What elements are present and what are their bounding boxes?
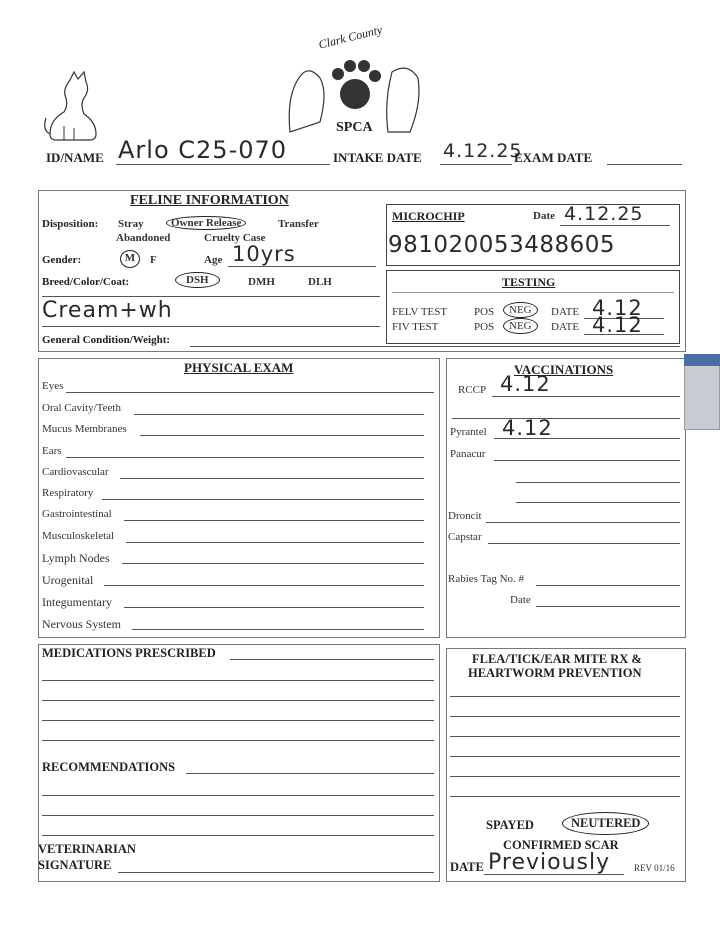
- panacur-label: Panacur: [450, 448, 486, 460]
- microchip-date-value[interactable]: 4.12.25: [564, 203, 644, 225]
- logo-org-name: Clark County: [317, 22, 384, 52]
- vaccinations-box: [446, 358, 686, 638]
- rabies-date-label: Date: [510, 594, 531, 606]
- exam-item-ears: Ears: [42, 445, 62, 457]
- exam-item-oral-cavity: Oral Cavity/Teeth: [42, 402, 121, 414]
- exam-item-nervous-system: Nervous System: [42, 617, 121, 631]
- disposition-abandoned[interactable]: Abandoned: [116, 232, 171, 244]
- gender-f[interactable]: F: [150, 254, 157, 266]
- id-name-label: ID/NAME: [46, 150, 104, 165]
- breed-dlh[interactable]: DLH: [308, 276, 332, 288]
- intake-date-value[interactable]: 4.12.25: [443, 140, 523, 162]
- breed-dmh[interactable]: DMH: [248, 276, 275, 288]
- spay-date-label: DATE: [450, 860, 484, 874]
- pyrantel-label: Pyrantel: [450, 426, 487, 438]
- exam-item-lymph-nodes: Lymph Nodes: [42, 551, 110, 565]
- microchip-date-label: Date: [533, 210, 555, 222]
- intake-date-label: INTAKE DATE: [333, 150, 422, 165]
- droncit-label: Droncit: [448, 510, 482, 522]
- rabies-tag-label: Rabies Tag No. #: [448, 573, 525, 585]
- exam-item-urogenital: Urogenital: [42, 573, 94, 587]
- spay-date-value[interactable]: Previously: [488, 850, 611, 875]
- neutered-option[interactable]: NEUTERED: [562, 812, 649, 835]
- capstar-label: Capstar: [448, 531, 482, 543]
- rccp-value[interactable]: 4.12: [500, 372, 551, 396]
- spayed-option[interactable]: SPAYED: [486, 818, 534, 832]
- breed-dsh[interactable]: DSH: [175, 272, 220, 288]
- exam-item-respiratory: Respiratory: [42, 487, 94, 499]
- disposition-cruelty-case[interactable]: Cruelty Case: [204, 232, 266, 244]
- exam-date-label: EXAM DATE: [514, 150, 593, 165]
- felv-test-label: FELV TEST: [392, 306, 448, 318]
- felv-date-value[interactable]: 4.12: [592, 296, 643, 320]
- confirmed-scar-label: CONFIRMED SCAR: [503, 838, 619, 852]
- general-condition-label: General Condition/Weight:: [42, 334, 171, 346]
- fiv-date-value[interactable]: 4.12: [592, 313, 643, 337]
- exam-item-gastrointestinal: Gastrointestinal: [42, 508, 112, 520]
- disposition-transfer[interactable]: Transfer: [278, 218, 319, 230]
- felv-pos[interactable]: POS: [474, 306, 495, 318]
- pyrantel-value[interactable]: 4.12: [502, 416, 553, 440]
- flea-title-line2: HEARTWORM PREVENTION: [468, 666, 642, 680]
- cat-logo: [40, 70, 104, 144]
- feline-info-title: FELINE INFORMATION: [130, 193, 289, 208]
- exam-item-mucus-membranes: Mucus Membranes: [42, 423, 127, 435]
- disposition-owner-release[interactable]: Owner Release: [166, 216, 246, 230]
- lot-sticker-band: [684, 354, 720, 366]
- flea-title-line1: FLEA/TICK/EAR MITE RX &: [472, 652, 642, 666]
- testing-title: TESTING: [502, 275, 556, 289]
- felv-neg[interactable]: NEG: [503, 302, 538, 318]
- disposition-label: Disposition:: [42, 218, 99, 230]
- exam-item-musculoskeletal: Musculoskeletal: [42, 530, 115, 542]
- microchip-title: MICROCHIP: [392, 209, 465, 223]
- age-label: Age: [204, 254, 223, 266]
- rccp-label: RCCP: [458, 384, 487, 396]
- gender-label: Gender:: [42, 254, 82, 266]
- age-value[interactable]: 10yrs: [232, 242, 296, 266]
- microchip-number[interactable]: 981020053488605: [388, 232, 615, 258]
- physical-exam-title: PHYSICAL EXAM: [184, 360, 294, 375]
- exam-item-eyes: Eyes: [42, 380, 64, 392]
- revision-label: REV 01/16: [634, 863, 675, 873]
- fiv-neg[interactable]: NEG: [503, 318, 538, 334]
- vet-signature-line1: VETERINARIAN: [38, 842, 136, 856]
- disposition-stray[interactable]: Stray: [118, 218, 144, 230]
- vet-signature-line2: SIGNATURE: [38, 858, 112, 872]
- id-name-value[interactable]: Arlo C25-070: [118, 136, 288, 164]
- fiv-date-label: DATE: [551, 321, 580, 333]
- medications-title: MEDICATIONS PRESCRIBED: [42, 646, 216, 660]
- exam-item-integumentary: Integumentary: [42, 595, 112, 609]
- color-coat-value[interactable]: Cream+wh: [42, 298, 173, 323]
- breed-label: Breed/Color/Coat:: [42, 276, 130, 288]
- vaccinations-title: VACCINATIONS: [514, 362, 614, 377]
- fiv-pos[interactable]: POS: [474, 321, 495, 333]
- gender-m[interactable]: M: [120, 250, 140, 268]
- fiv-test-label: FIV TEST: [392, 321, 439, 333]
- exam-item-cardiovascular: Cardiovascular: [42, 466, 109, 478]
- recommendations-title: RECOMMENDATIONS: [42, 760, 176, 774]
- felv-date-label: DATE: [551, 306, 580, 318]
- logo-spca-text: SPCA: [336, 120, 373, 135]
